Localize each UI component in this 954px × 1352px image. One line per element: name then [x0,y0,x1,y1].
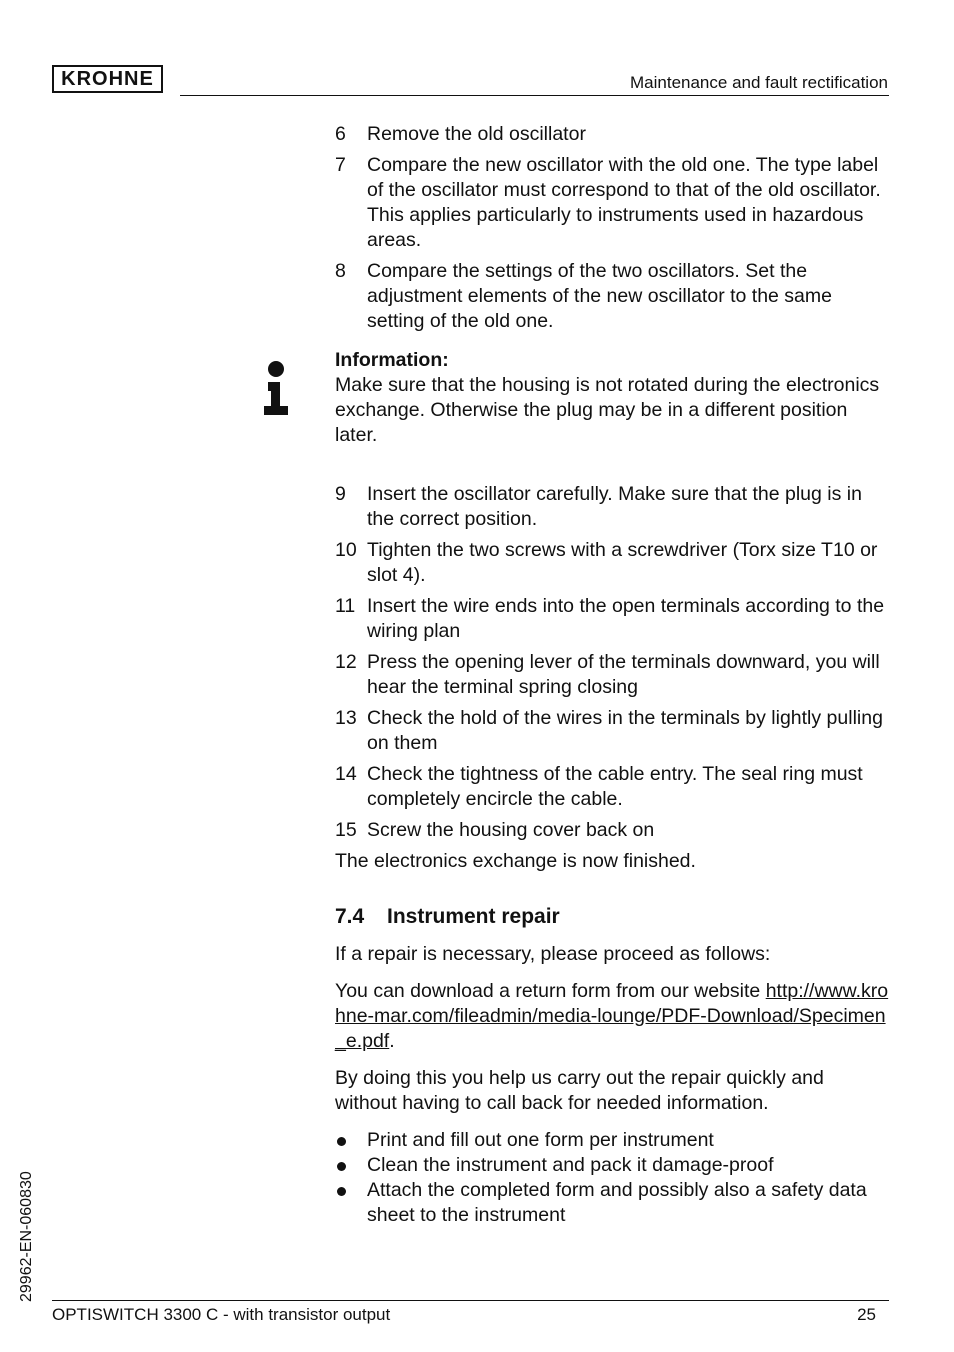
download-prefix: You can download a return form from our website [335,980,766,1002]
step-number: 8 [335,260,346,282]
list-item [335,1153,890,1178]
header-divider [180,95,889,96]
list-item [335,482,890,532]
section-heading [335,904,890,929]
step-text: Compare the settings of the two oscillators. Set the adjustment elements of the new oscillator to the same setting of the old one. [367,260,832,332]
step-number: 11 [335,595,356,617]
header-section-title: Maintenance and fault rectification [630,73,888,92]
main-content [335,122,890,1228]
repair-intro: If a repair is necessary, please proceed as follows: [335,943,771,965]
information-note [335,348,890,448]
list-item [335,1128,890,1153]
completion-text: The electronics exchange is now finished. [335,850,696,872]
steps-list-b [335,482,890,843]
step-number: 10 [335,539,357,561]
steps-list-a [335,122,890,334]
information-text: Make sure that the housing is not rotated during the electronics exchange. Otherwise the plug may be in a different position later. [335,374,880,446]
list-item [335,818,890,843]
section-number: 7.4 [335,905,365,928]
info-icon [262,360,290,416]
list-item [335,594,890,644]
list-item [335,762,890,812]
footer-product-name: OPTISWITCH 3300 C - with transistor output [52,1305,391,1324]
bullet-text: Attach the completed form and possibly also a safety data sheet to the instrument [367,1179,867,1226]
help-paragraph: By doing this you help us carry out the repair quickly and without having to call back for needed information. [335,1067,824,1114]
step-text: Insert the wire ends into the open terminals according to the wiring plan [367,595,885,642]
krohne-logo: KROHNE [52,65,163,93]
list-item [335,650,890,700]
bullet-icon [335,1128,367,1153]
list-item [335,153,890,253]
section-title: Instrument repair [387,905,560,928]
step-text: Insert the oscillator carefully. Make sure that the plug is in the correct position. [367,483,862,530]
list-item [335,1178,890,1228]
page-number: 25 [857,1305,876,1324]
bullet-icon [335,1178,367,1228]
step-text: Check the tightness of the cable entry. The seal ring must completely encircle the cable. [367,763,863,810]
step-number: 9 [335,483,346,505]
step-number: 13 [335,707,357,729]
bullet-text: Print and fill out one form per instrument [367,1129,714,1151]
step-number: 6 [335,123,346,145]
step-text: Compare the new oscillator with the old one. The type label of the oscillator must correspond to that of the old oscillator. This applies particularly to instruments used in hazardous areas. [367,154,881,251]
step-number: 7 [335,154,346,176]
repair-bullet-list [335,1128,890,1228]
step-text: Screw the housing cover back on [367,819,655,841]
step-text: Remove the old oscillator [367,123,586,145]
bullet-text: Clean the instrument and pack it damage-proof [367,1154,774,1176]
step-text: Press the opening lever of the terminals downward, you will hear the terminal spring closing [367,651,880,698]
step-number: 12 [335,651,357,673]
footer-divider [52,1300,889,1301]
download-suffix: . [389,1030,395,1052]
information-title: Information: [335,349,449,371]
document-code: 29962-EN-060830 [18,1171,35,1302]
return-form-link[interactable]: http://www.krohne-mar.com/fileadmin/media-lounge/PDF-Download/Specimen_e.pdf [335,980,889,1052]
list-item [335,538,890,588]
list-item [335,259,890,334]
step-text: Check the hold of the wires in the terminals by lightly pulling on them [367,707,883,754]
download-paragraph [335,979,890,1054]
bullet-icon [335,1153,367,1178]
list-item [335,706,890,756]
step-text: Tighten the two screws with a screwdriver (Torx size T10 or slot 4). [367,539,878,586]
step-number: 14 [335,763,357,785]
list-item [335,122,890,147]
step-number: 15 [335,819,357,841]
